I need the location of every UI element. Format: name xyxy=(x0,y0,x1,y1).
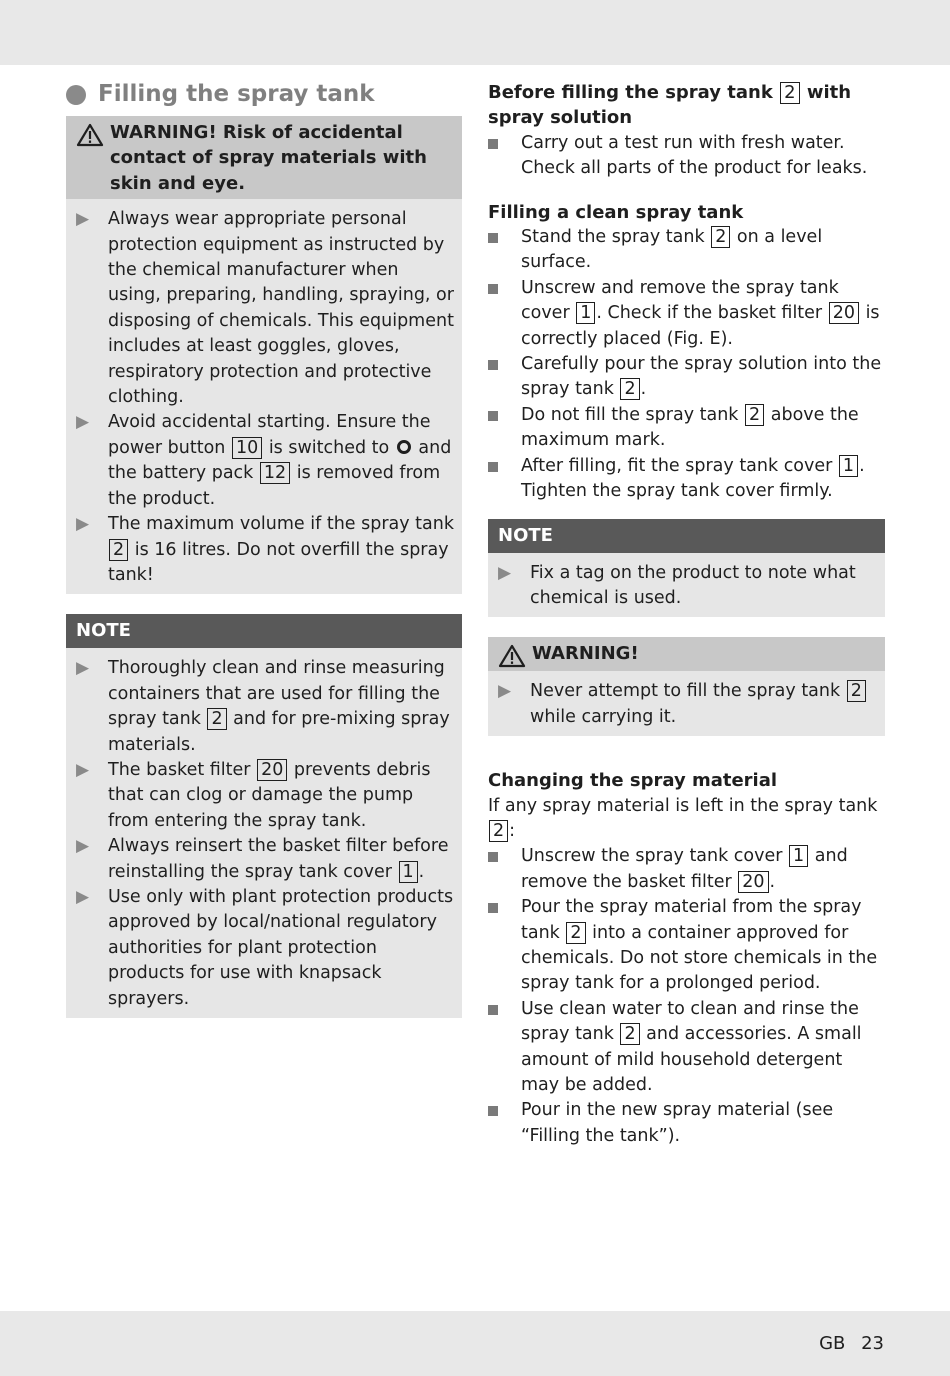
list-item-text: Do not fill the spray tank 2 above the maximum mark. xyxy=(521,404,859,451)
part-number: 2 xyxy=(780,82,799,104)
page-number: 23 xyxy=(861,1333,884,1354)
play-triangle-icon: ▶ xyxy=(76,412,90,433)
list-item-text: Unscrew and remove the spray tank cover 1 . Check if the basket filter 20 is correctly placed (Fig. E). xyxy=(521,277,880,349)
part-number: 2 xyxy=(207,708,226,730)
before-filling-heading: Before filling the spray tank 2 with spray solution xyxy=(488,82,852,129)
note-box-header: NOTE xyxy=(488,519,885,553)
list-item-text: Thoroughly clean and rinse measuring containers that are used for filling the spray tank 2 and for pre-mixing spray materials. xyxy=(108,658,450,755)
list-item-text: Fix a tag on the product to note what chemical is used. xyxy=(530,562,856,608)
note-list xyxy=(66,648,462,1012)
part-number: 2 xyxy=(620,1023,639,1045)
ring-icon xyxy=(397,440,411,454)
warning-triangle-icon xyxy=(76,123,104,147)
list-item xyxy=(488,352,885,403)
warning-box-header xyxy=(66,116,462,199)
list-item xyxy=(488,1098,885,1149)
list-item-text: Stand the spray tank 2 on a level surface. xyxy=(521,227,823,273)
list-item-text: Always reinsert the basket filter before reinstalling the spray tank cover 1 . xyxy=(108,836,449,882)
page-footer xyxy=(809,1331,884,1356)
filling-clean-list xyxy=(488,225,885,504)
square-bullet-icon xyxy=(488,276,521,352)
warning-box-right xyxy=(488,637,885,736)
play-triangle-icon: ▶ xyxy=(76,514,90,535)
list-item-text: The maximum volume if the spray tank 2 is 16 litres. Do not overfill the spray tank! xyxy=(108,514,454,585)
warning-box-header xyxy=(488,637,885,671)
part-number: 20 xyxy=(738,871,768,893)
list-item xyxy=(76,758,454,834)
square-bullet-icon xyxy=(488,1098,521,1149)
list-item-text: Carefully pour the spray solution into the spray tank 2 . xyxy=(521,354,882,400)
list-item-text: Unscrew the spray tank cover 1 and remove the basket filter 20 . xyxy=(521,846,848,892)
section-heading xyxy=(66,80,462,110)
square-bullet-icon xyxy=(488,131,521,182)
warning-title: WARNING! Risk of accidental contact of spray materials with skin and eye. xyxy=(110,122,427,194)
list-item xyxy=(76,834,454,885)
list-item-text: Use clean water to clean and rinse the spray tank 2 and accessories. A small amount of mild household detergent may be added. xyxy=(521,998,862,1095)
play-triangle-icon: ▶ xyxy=(498,681,512,702)
list-item xyxy=(488,997,885,1099)
warning-list xyxy=(66,199,462,588)
part-number: 1 xyxy=(399,861,418,883)
list-item xyxy=(76,207,454,410)
top-band xyxy=(0,0,950,65)
note-box-right xyxy=(488,519,885,618)
list-item xyxy=(488,131,885,182)
list-item-text: Never attempt to fill the spray tank 2 while carrying it. xyxy=(530,679,877,730)
list-item-text: Use only with plant protection products approved by local/national regulatory authorities for plant protection products for use with knapsack sprayers. xyxy=(108,886,454,1009)
section-title: Filling the spray tank xyxy=(98,81,375,108)
note-box-header: NOTE xyxy=(66,614,462,648)
play-triangle-icon: ▶ xyxy=(76,836,90,857)
list-item xyxy=(76,656,454,758)
list-item-text: The basket filter 20 prevents debris that can clog or damage the pump from entering the spray tank. xyxy=(108,759,431,831)
play-triangle-icon: ▶ xyxy=(76,658,90,679)
warning-list xyxy=(488,671,885,730)
left-column xyxy=(66,80,462,1018)
warning-box xyxy=(66,116,462,594)
list-item xyxy=(488,276,885,352)
square-bullet-icon xyxy=(488,403,521,454)
warning-title: WARNING! xyxy=(532,643,639,665)
part-number: 20 xyxy=(829,302,859,324)
filled-circle-icon xyxy=(66,85,86,105)
part-number: 20 xyxy=(257,759,287,781)
part-number: 2 xyxy=(745,404,764,426)
note-box xyxy=(66,614,462,1018)
filling-clean-heading: Filling a clean spray tank xyxy=(488,201,744,223)
changing-intro: If any spray material is left in the spray tank 2 : xyxy=(488,795,878,841)
part-number: 2 xyxy=(711,226,730,248)
list-item-text: Pour the spray material from the spray tank 2 into a container approved for chemicals. Do not store chemicals in the spray tank for a prolonged period. xyxy=(521,897,878,994)
part-number: 2 xyxy=(847,680,866,702)
right-column xyxy=(488,80,885,1149)
list-item xyxy=(498,679,877,730)
list-item xyxy=(498,561,877,612)
part-number: 1 xyxy=(839,455,858,477)
list-item-text: Always wear appropriate personal protection equipment as instructed by the chemical manufacturer when using, preparing, handling, spraying, or disposing of chemicals. This equipment includes at least goggles, gloves, respiratory protection and protective clothing. xyxy=(108,209,454,408)
before-filling-list xyxy=(488,131,885,182)
part-number: 2 xyxy=(109,539,128,561)
square-bullet-icon xyxy=(488,454,521,505)
play-triangle-icon: ▶ xyxy=(76,209,90,230)
list-item xyxy=(76,512,454,588)
part-number: 2 xyxy=(489,820,508,842)
list-item xyxy=(76,410,454,512)
list-item xyxy=(488,225,885,276)
language-code: GB xyxy=(819,1333,846,1354)
square-bullet-icon xyxy=(488,225,521,276)
changing-heading: Changing the spray material xyxy=(488,770,778,792)
list-item-text: Pour in the new spray material (see “Filling the tank”). xyxy=(521,1100,834,1146)
part-number: 12 xyxy=(260,462,290,484)
list-item xyxy=(488,403,885,454)
warning-triangle-icon xyxy=(498,644,526,668)
list-item xyxy=(488,454,885,505)
note-list xyxy=(488,553,885,612)
list-item xyxy=(76,885,454,1012)
part-number: 2 xyxy=(566,922,585,944)
square-bullet-icon xyxy=(488,352,521,403)
changing-list xyxy=(488,844,885,1149)
play-triangle-icon: ▶ xyxy=(76,886,90,907)
square-bullet-icon xyxy=(488,844,521,895)
square-bullet-icon xyxy=(488,895,521,997)
bottom-band xyxy=(0,1311,950,1376)
part-number: 2 xyxy=(620,378,639,400)
play-triangle-icon: ▶ xyxy=(76,759,90,780)
list-item xyxy=(488,844,885,895)
part-number: 1 xyxy=(789,845,808,867)
play-triangle-icon: ▶ xyxy=(498,562,512,583)
square-bullet-icon xyxy=(488,997,521,1099)
part-number: 10 xyxy=(232,437,262,459)
part-number: 1 xyxy=(576,302,595,324)
list-item-text: Carry out a test run with fresh water. Check all parts of the product for leaks. xyxy=(521,132,868,179)
list-item xyxy=(488,895,885,997)
list-item-text: After filling, fit the spray tank cover 1 . Tighten the spray tank cover firmly. xyxy=(521,455,865,502)
list-item-text: Avoid accidental starting. Ensure the power button 10 is switched to and the battery pack 12 is removed from the product. xyxy=(108,412,452,509)
